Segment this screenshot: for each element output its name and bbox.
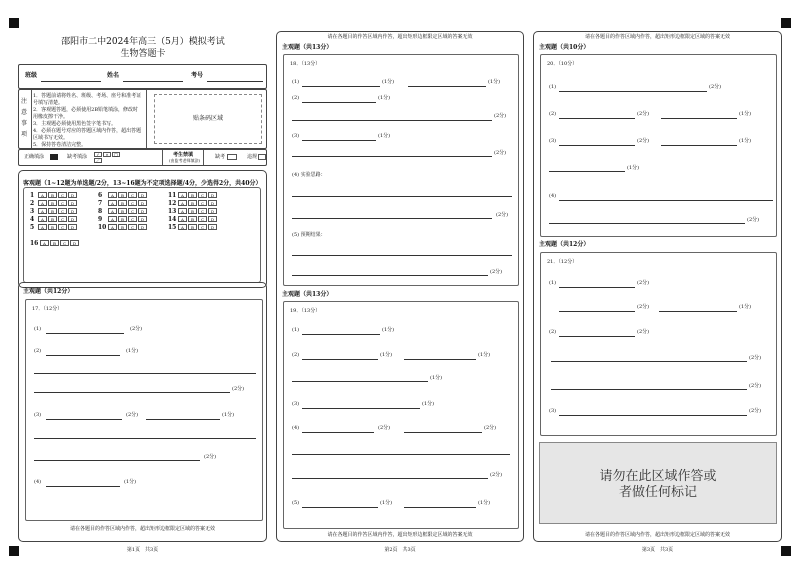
no-answer-line1: 请勿在此区域作答或 (599, 469, 717, 484)
notice-list (33, 93, 143, 149)
answer-line[interactable] (46, 486, 120, 487)
page-number: 第2页 共3页 (384, 547, 416, 553)
points-label: (1分) (627, 165, 640, 171)
answer-line[interactable] (292, 156, 492, 157)
points-label: (1分) (380, 500, 393, 506)
invigilator-label: 考生禁填 (173, 152, 194, 158)
page-number: 第3页 共3页 (641, 547, 674, 553)
answer-line[interactable] (292, 381, 428, 382)
objective-title: 客观题（1~12题为单选题/2分，13~16题为不定项选择题/4分，少选得2分，共40分） (23, 180, 262, 187)
question18-area (283, 54, 519, 286)
boundary-note: 请在各题目的作答区域内作答，超出矩形边框限定区域的答案无效 (584, 532, 730, 538)
notice-item: 1．答题前请将姓名、班级、考场、座号和准考证号填写清楚。 (33, 93, 142, 106)
question-number: 14 (168, 216, 177, 223)
sub-question-label: (2) (292, 352, 300, 358)
points-label: (1分) (378, 133, 391, 139)
answer-line[interactable] (559, 287, 635, 288)
sub-question-label: (4) (292, 425, 300, 431)
points-label: (1分) (739, 304, 752, 310)
question-number: 13 (168, 208, 177, 215)
options-row[interactable]: A B C D (108, 208, 147, 214)
notice-box (18, 89, 267, 149)
question17-area (25, 299, 263, 521)
boundary-note: 请在各题目的作答区域内作答，超出矩形边框限定区域的答案无效 (69, 526, 215, 532)
points-label: (2分) (494, 150, 507, 156)
sub-question-label: (5) 预期结果： (292, 232, 326, 238)
answer-line[interactable] (559, 415, 747, 416)
points-label: (1分) (378, 95, 391, 101)
answer-line[interactable] (404, 507, 476, 508)
points-label: (2分) (494, 113, 507, 119)
section19-heading: 主观题（共13分） (282, 291, 333, 298)
points-label: (2分) (709, 84, 722, 90)
answer-line[interactable] (302, 86, 380, 87)
page2-area (276, 31, 524, 542)
answer-line[interactable] (302, 432, 374, 433)
answer-line[interactable] (34, 373, 256, 374)
points-label: (2分) (130, 326, 143, 332)
answer-line[interactable] (292, 275, 488, 276)
points-label: (2分) (490, 269, 503, 275)
sub-question-label: (1) (292, 79, 300, 85)
question-number: 2 (30, 200, 35, 207)
notice-item: 2．客观题答题，必须使用2B铅笔填涂，修改时用橡皮擦干净。 (33, 107, 139, 120)
sub-question-label: (4) 实验思路： (292, 172, 326, 178)
options-row[interactable]: A B C D (38, 216, 77, 222)
answer-line[interactable] (302, 102, 376, 103)
sub-question-label: (3) (549, 408, 557, 414)
notice-item: 5．保持答卷清洁完整。 (33, 142, 87, 148)
options-row[interactable]: A B C D (108, 192, 147, 198)
boundary-note: 请在各题目的作答区域内作答，超出矩形边框限定区域的答案无效 (584, 34, 730, 40)
question-label: 18．（13分） (290, 61, 321, 67)
options-row[interactable]: A B C D (178, 200, 217, 206)
points-label: (1分) (422, 401, 435, 407)
answer-line[interactable] (559, 145, 635, 146)
sub-question-label: (2) (549, 329, 557, 335)
exam-title: 邵阳市二中2024年高三（5月）模拟考试 (61, 37, 225, 47)
answer-line[interactable] (661, 118, 737, 119)
answer-line[interactable] (292, 454, 510, 455)
sub-question-label: (4) (34, 479, 42, 485)
section17-heading: 主观题（共12分） (23, 288, 74, 295)
answer-line[interactable] (659, 311, 737, 312)
question-label: 17．（12分） (32, 306, 63, 312)
page3-area (533, 31, 782, 542)
question-number: 10 (98, 224, 107, 231)
corner-mark (781, 546, 791, 556)
answer-line[interactable] (302, 140, 376, 141)
corner-mark (9, 18, 19, 28)
points-label: (1分) (430, 375, 443, 381)
points-label: (1分) (126, 348, 139, 354)
answer-line[interactable] (302, 359, 378, 360)
sub-question-label: (1) (34, 326, 42, 332)
question-label: 21．（12分） (547, 259, 578, 265)
answer-line[interactable] (292, 120, 492, 121)
wrong-fill-samples: ✓ × ◯ ／ (96, 152, 119, 163)
points-label: (1分) (124, 479, 137, 485)
options-row[interactable]: A B C D (178, 224, 217, 230)
points-label: (2分) (378, 425, 391, 431)
sub-question-label: (2) (292, 95, 300, 101)
wrong-fill-label: 缺考填涂 (67, 154, 88, 160)
question-number: 15 (168, 224, 177, 231)
question-number: 1 (30, 192, 35, 199)
points-label: (2分) (749, 355, 762, 361)
no-answer-line2: 者做任何标记 (618, 485, 697, 500)
sub-question-label: (5) (292, 500, 300, 506)
options-row[interactable]: A B C D (38, 208, 77, 214)
points-label: (1分) (488, 79, 501, 85)
points-label: (2分) (637, 329, 650, 335)
sub-question-label: (1) (549, 280, 557, 286)
points-label: (2分) (637, 111, 650, 117)
violation-box[interactable] (258, 154, 266, 160)
points-label: (2分) (490, 472, 503, 478)
options-row[interactable]: A B C D (38, 192, 77, 198)
question-number: 8 (98, 208, 103, 215)
points-label: (2分) (126, 412, 139, 418)
answer-line[interactable] (551, 361, 747, 362)
sub-question-label: (3) (292, 401, 300, 407)
points-label: (1分) (222, 412, 235, 418)
points-label: (1分) (382, 327, 395, 333)
points-label: (2分) (749, 408, 762, 414)
sub-question-label: (3) (549, 138, 557, 144)
options-row[interactable]: A B C D (178, 192, 217, 198)
class-field[interactable] (41, 81, 101, 82)
answer-line[interactable] (559, 91, 707, 92)
question-number: 12 (168, 200, 177, 207)
notice-label: 注意事项 (21, 98, 28, 138)
options-row[interactable]: A B C D (38, 200, 77, 206)
absent-label: 缺考 (215, 154, 226, 160)
question19-area (283, 301, 519, 529)
question21-area (540, 252, 777, 436)
answer-line[interactable] (46, 355, 120, 356)
answer-line[interactable] (549, 171, 625, 172)
section21-heading: 主观题（共12分） (539, 241, 590, 248)
answer-line[interactable] (302, 408, 420, 409)
points-label: (1分) (739, 111, 752, 117)
answer-line[interactable] (549, 223, 745, 224)
objective-grid (23, 187, 261, 283)
violation-label: 违规 (247, 154, 258, 160)
options-row[interactable]: A B C D (178, 216, 217, 222)
name-field[interactable] (123, 81, 183, 82)
section20-heading: 主观题（共10分） (539, 44, 590, 51)
answer-line[interactable] (559, 200, 773, 201)
answer-line[interactable] (551, 389, 747, 390)
question-number: 3 (30, 208, 35, 215)
options-row[interactable]: A B C D (178, 208, 217, 214)
answer-line[interactable] (408, 86, 486, 87)
answer-line[interactable] (34, 392, 230, 393)
page1-bottom-area (18, 282, 267, 542)
invigilator-sub: (由监考老师填涂) (169, 158, 201, 163)
name-label: 姓名 (107, 72, 120, 79)
answer-line[interactable] (292, 478, 488, 479)
options-row[interactable]: A B C D (38, 224, 77, 230)
fill-guide-box (18, 149, 267, 166)
sub-question-label: (2) (549, 111, 557, 117)
points-label: (2分) (637, 304, 650, 310)
barcode-area (154, 94, 262, 144)
answer-line[interactable] (34, 438, 256, 439)
points-label: (2分) (232, 386, 245, 392)
answer-line[interactable] (46, 419, 122, 420)
points-label: (1分) (478, 352, 491, 358)
points-label: (2分) (749, 383, 762, 389)
points-label: (2分) (484, 425, 497, 431)
boundary-note: 请在各题目的作答区域内作答，超出矩形边框限定区域的答案无效 (327, 532, 473, 538)
points-label: (2分) (496, 212, 509, 218)
points-label: (1分) (380, 352, 393, 358)
sub-question-label: (2) (34, 348, 42, 354)
section18-heading: 主观题（共13分） (282, 44, 333, 51)
question-number: 16 (30, 240, 39, 247)
correct-fill-label: 正确填涂 (24, 154, 45, 160)
notice-item: 4．必须在题号对应的答题区域内作答，超出答题区域书写无效。 (33, 128, 142, 141)
points-label: (1分) (478, 500, 491, 506)
corner-mark (781, 18, 791, 28)
objective-section (18, 170, 267, 288)
correct-fill-sample (50, 154, 58, 160)
answer-line[interactable] (559, 118, 635, 119)
sub-question-label: (1) (292, 327, 300, 333)
answer-line[interactable] (559, 311, 635, 312)
answer-line[interactable] (404, 359, 476, 360)
barcode-label: 贴条码区域 (192, 115, 223, 122)
answer-line[interactable] (292, 196, 512, 197)
question-label: 19．（13分） (290, 308, 321, 314)
answer-line[interactable] (292, 255, 512, 256)
answer-line[interactable] (302, 507, 378, 508)
no-answer-zone (539, 442, 777, 524)
question-number: 11 (168, 192, 177, 199)
points-label: (1分) (382, 79, 395, 85)
sub-question-label: (3) (292, 133, 300, 139)
question-number: 6 (98, 192, 103, 199)
class-label: 班级 (25, 72, 38, 79)
points-label: (2分) (747, 217, 760, 223)
answer-line[interactable] (404, 432, 482, 433)
options-row[interactable]: A B C D (108, 224, 147, 230)
notice-item: 3．主观题必须使用黑色签字笔书写。 (33, 121, 117, 127)
sub-question-label: (4) (549, 193, 557, 199)
points-label: (1分) (739, 138, 752, 144)
exam-no-label: 考号 (191, 72, 204, 79)
subject-title: 生物答题卡 (120, 49, 166, 59)
sub-question-label: (1) (549, 84, 557, 90)
answer-line[interactable] (46, 333, 124, 334)
answer-line[interactable] (559, 336, 635, 337)
question-number: 5 (30, 224, 35, 231)
answer-line[interactable] (34, 460, 200, 461)
exam-no-field[interactable] (207, 81, 263, 82)
question-number: 4 (30, 216, 35, 223)
points-label: (2分) (637, 138, 650, 144)
answer-line[interactable] (292, 218, 492, 219)
question-number: 9 (98, 216, 103, 223)
absent-box[interactable] (227, 154, 237, 160)
points-label: (2分) (204, 454, 217, 460)
sub-question-label: (3) (34, 412, 42, 418)
answer-line[interactable] (302, 334, 380, 335)
question-number: 7 (98, 200, 103, 207)
answer-line[interactable] (146, 419, 220, 420)
page-number: 第1页 共3页 (126, 547, 159, 553)
options-row[interactable]: A B C D (108, 216, 147, 222)
boundary-note: 请在各题目的作答区域内作答，超出矩形边框限定区域的答案无效 (327, 34, 473, 40)
question20-area (540, 54, 777, 237)
question-label: 20．（10分） (547, 61, 578, 67)
options-row[interactable]: A B C D (108, 200, 147, 206)
answer-line[interactable] (661, 145, 737, 146)
points-label: (2分) (637, 280, 650, 286)
student-info-box (18, 64, 267, 89)
options-row[interactable]: A B C D (40, 240, 79, 246)
